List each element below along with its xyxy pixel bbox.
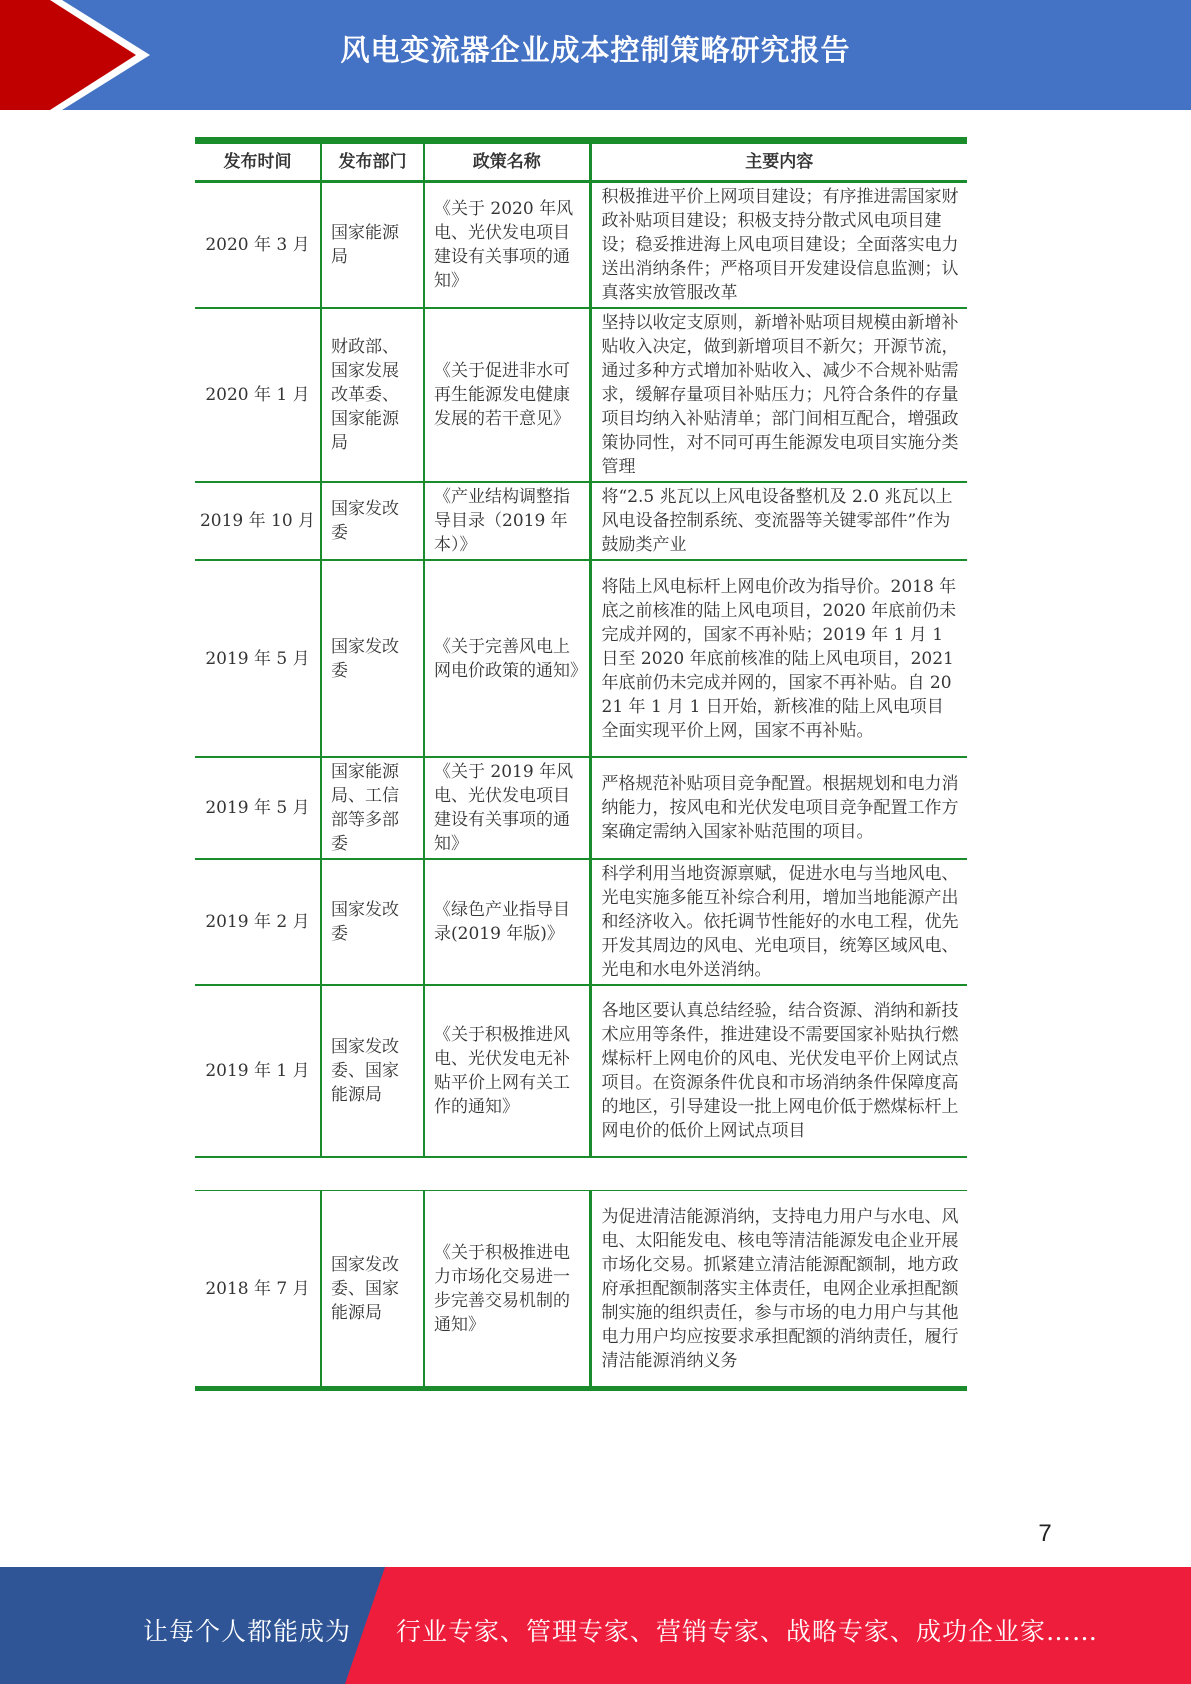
cell-date: 2019 年 2 月 bbox=[205, 912, 310, 932]
policy-table-continued bbox=[195, 1190, 967, 1391]
cell-content: 科学利用当地资源禀赋，促进水电与当地风电、光电实施多能互补综合利用，增加当地能源产出和经济收入。依托调节性能好的水电工程，优先开发其周边的风电、光电项目，统筹区域风电、光电和水电外送消纳。 bbox=[590, 859, 967, 985]
cell-date: 2019 年 5 月 bbox=[205, 648, 310, 669]
page-number: 7 bbox=[1038, 1520, 1052, 1547]
table-row bbox=[195, 985, 967, 1157]
cell-policy: 《关于积极推进风电、光伏发电无补贴平价上网有关工作的通知》 bbox=[424, 985, 590, 1157]
report-title: 风电变流器企业成本控制策略研究报告 bbox=[340, 33, 851, 67]
column-header-content: 主要内容 bbox=[590, 141, 967, 182]
cell-content: 将“2.5 兆瓦以上风电设备整机及 2.0 兆瓦以上风电设备控制系统、变流器等关键零部件”作为鼓励类产业 bbox=[590, 482, 967, 560]
table-row bbox=[195, 308, 967, 482]
cell-policy: 《关于促进非水可再生能源发电健康发展的若干意见》 bbox=[424, 308, 590, 482]
cell-date: 2019 年 5 月 bbox=[205, 798, 310, 818]
header-band bbox=[0, 0, 1191, 110]
cell-policy: 《绿色产业指导目录(2019 年版)》 bbox=[424, 859, 590, 985]
cell-dept: 国家发改委、国家能源局 bbox=[321, 1191, 424, 1389]
cell-content: 积极推进平价上网项目建设；有序推进需国家财政补贴项目建设；积极支持分散式风电项目建设；稳妥推进海上风电项目建设；全面落实电力送出消纳条件；严格项目开发建设信息监测；认真落实放管服改革 bbox=[590, 182, 967, 309]
cell-date: 2018 年 7 月 bbox=[205, 1278, 310, 1299]
table-row bbox=[195, 560, 967, 757]
cell-policy: 《关于 2019 年风电、光伏发电项目建设有关事项的通知》 bbox=[424, 757, 590, 859]
table-row bbox=[195, 482, 967, 560]
column-header-dept: 发布部门 bbox=[321, 141, 424, 182]
column-header-date: 发布时间 bbox=[223, 152, 292, 172]
cell-date: 2020 年 3 月 bbox=[205, 235, 310, 255]
table-row bbox=[195, 182, 967, 309]
footer-slogan-left: 让每个人都能成为 bbox=[143, 1617, 352, 1646]
cell-policy: 《产业结构调整指导目录（2019 年本）》 bbox=[424, 482, 590, 560]
cell-content: 严格规范补贴项目竞争配置。根据规划和电力消纳能力，按风电和光伏发电项目竞争配置工作方案确定需纳入国家补贴范围的项目。 bbox=[590, 757, 967, 859]
cell-policy: 《关于完善风电上网电价政策的通知》 bbox=[424, 560, 590, 757]
table-row bbox=[195, 757, 967, 859]
footer-slogan-right: 行业专家、管理专家、营销专家、战略专家、成功企业家…… bbox=[396, 1617, 1099, 1646]
cell-dept: 财政部、国家发展改革委、国家能源局 bbox=[321, 308, 424, 482]
cell-content: 各地区要认真总结经验，结合资源、消纳和新技术应用等条件，推进建设不需要国家补贴执行燃煤标杆上网电价的风电、光伏发电平价上网试点项目。在资源条件优良和市场消纳条件保障度高的地区，引导建设一批上网电价低于燃煤标杆上网电价的低价上网试点项目 bbox=[590, 985, 967, 1157]
cell-dept: 国家发改委 bbox=[321, 859, 424, 985]
cell-dept: 国家发改委 bbox=[321, 482, 424, 560]
cell-content: 坚持以收定支原则，新增补贴项目规模由新增补贴收入决定，做到新增项目不新欠；开源节流，通过多种方式增加补贴收入、减少不合规补贴需求，缓解存量项目补贴压力；凡符合条件的存量项目均纳入补贴清单；部门间相互配合，增强政策协同性，对不同可再生能源发电项目实施分类管理 bbox=[590, 308, 967, 482]
cell-dept: 国家能源局、工信部等多部委 bbox=[321, 757, 424, 859]
cell-policy: 《关于 2020 年风电、光伏发电项目建设有关事项的通知》 bbox=[424, 182, 590, 309]
policy-table bbox=[195, 137, 967, 1158]
cell-dept: 国家发改委 bbox=[321, 560, 424, 757]
column-header-policy: 政策名称 bbox=[424, 141, 590, 182]
cell-content: 为促进清洁能源消纳，支持电力用户与水电、风电、太阳能发电、核电等清洁能源发电企业开展市场化交易。抓紧建立清洁能源配额制，地方政府承担配额制落实主体责任，电网企业承担配额制实施的组织责任，参与市场的电力用户与其他电力用户均应按要求承担配额的消纳责任，履行清洁能源消纳义务 bbox=[590, 1191, 967, 1389]
cell-date: 2019 年 10 月 bbox=[199, 511, 316, 531]
cell-date: 2020 年 1 月 bbox=[205, 385, 310, 405]
table-row bbox=[195, 1191, 967, 1389]
cell-dept: 国家能源局 bbox=[321, 182, 424, 309]
table-row bbox=[195, 859, 967, 985]
cell-content: 将陆上风电标杆上网电价改为指导价。2018 年底之前核准的陆上风电项目，2020 年底前仍未完成并网的，国家不再补贴；2019 年 1 月 1 日至 2020 年底前核准的陆上风电项目，2021 年底前仍未完成并网的，国家不再补贴。自 2021 年 1 月 1 日开始，新核准的陆上风电项目全面实现平价上网，国家不再补贴。 bbox=[590, 560, 967, 757]
cell-policy: 《关于积极推进电力市场化交易进一步完善交易机制的通知》 bbox=[424, 1191, 590, 1389]
cell-date: 2019 年 1 月 bbox=[205, 1061, 310, 1081]
table-header-row bbox=[195, 141, 967, 182]
footer-band bbox=[0, 1567, 1191, 1684]
cell-dept: 国家发改委、国家能源局 bbox=[321, 985, 424, 1157]
